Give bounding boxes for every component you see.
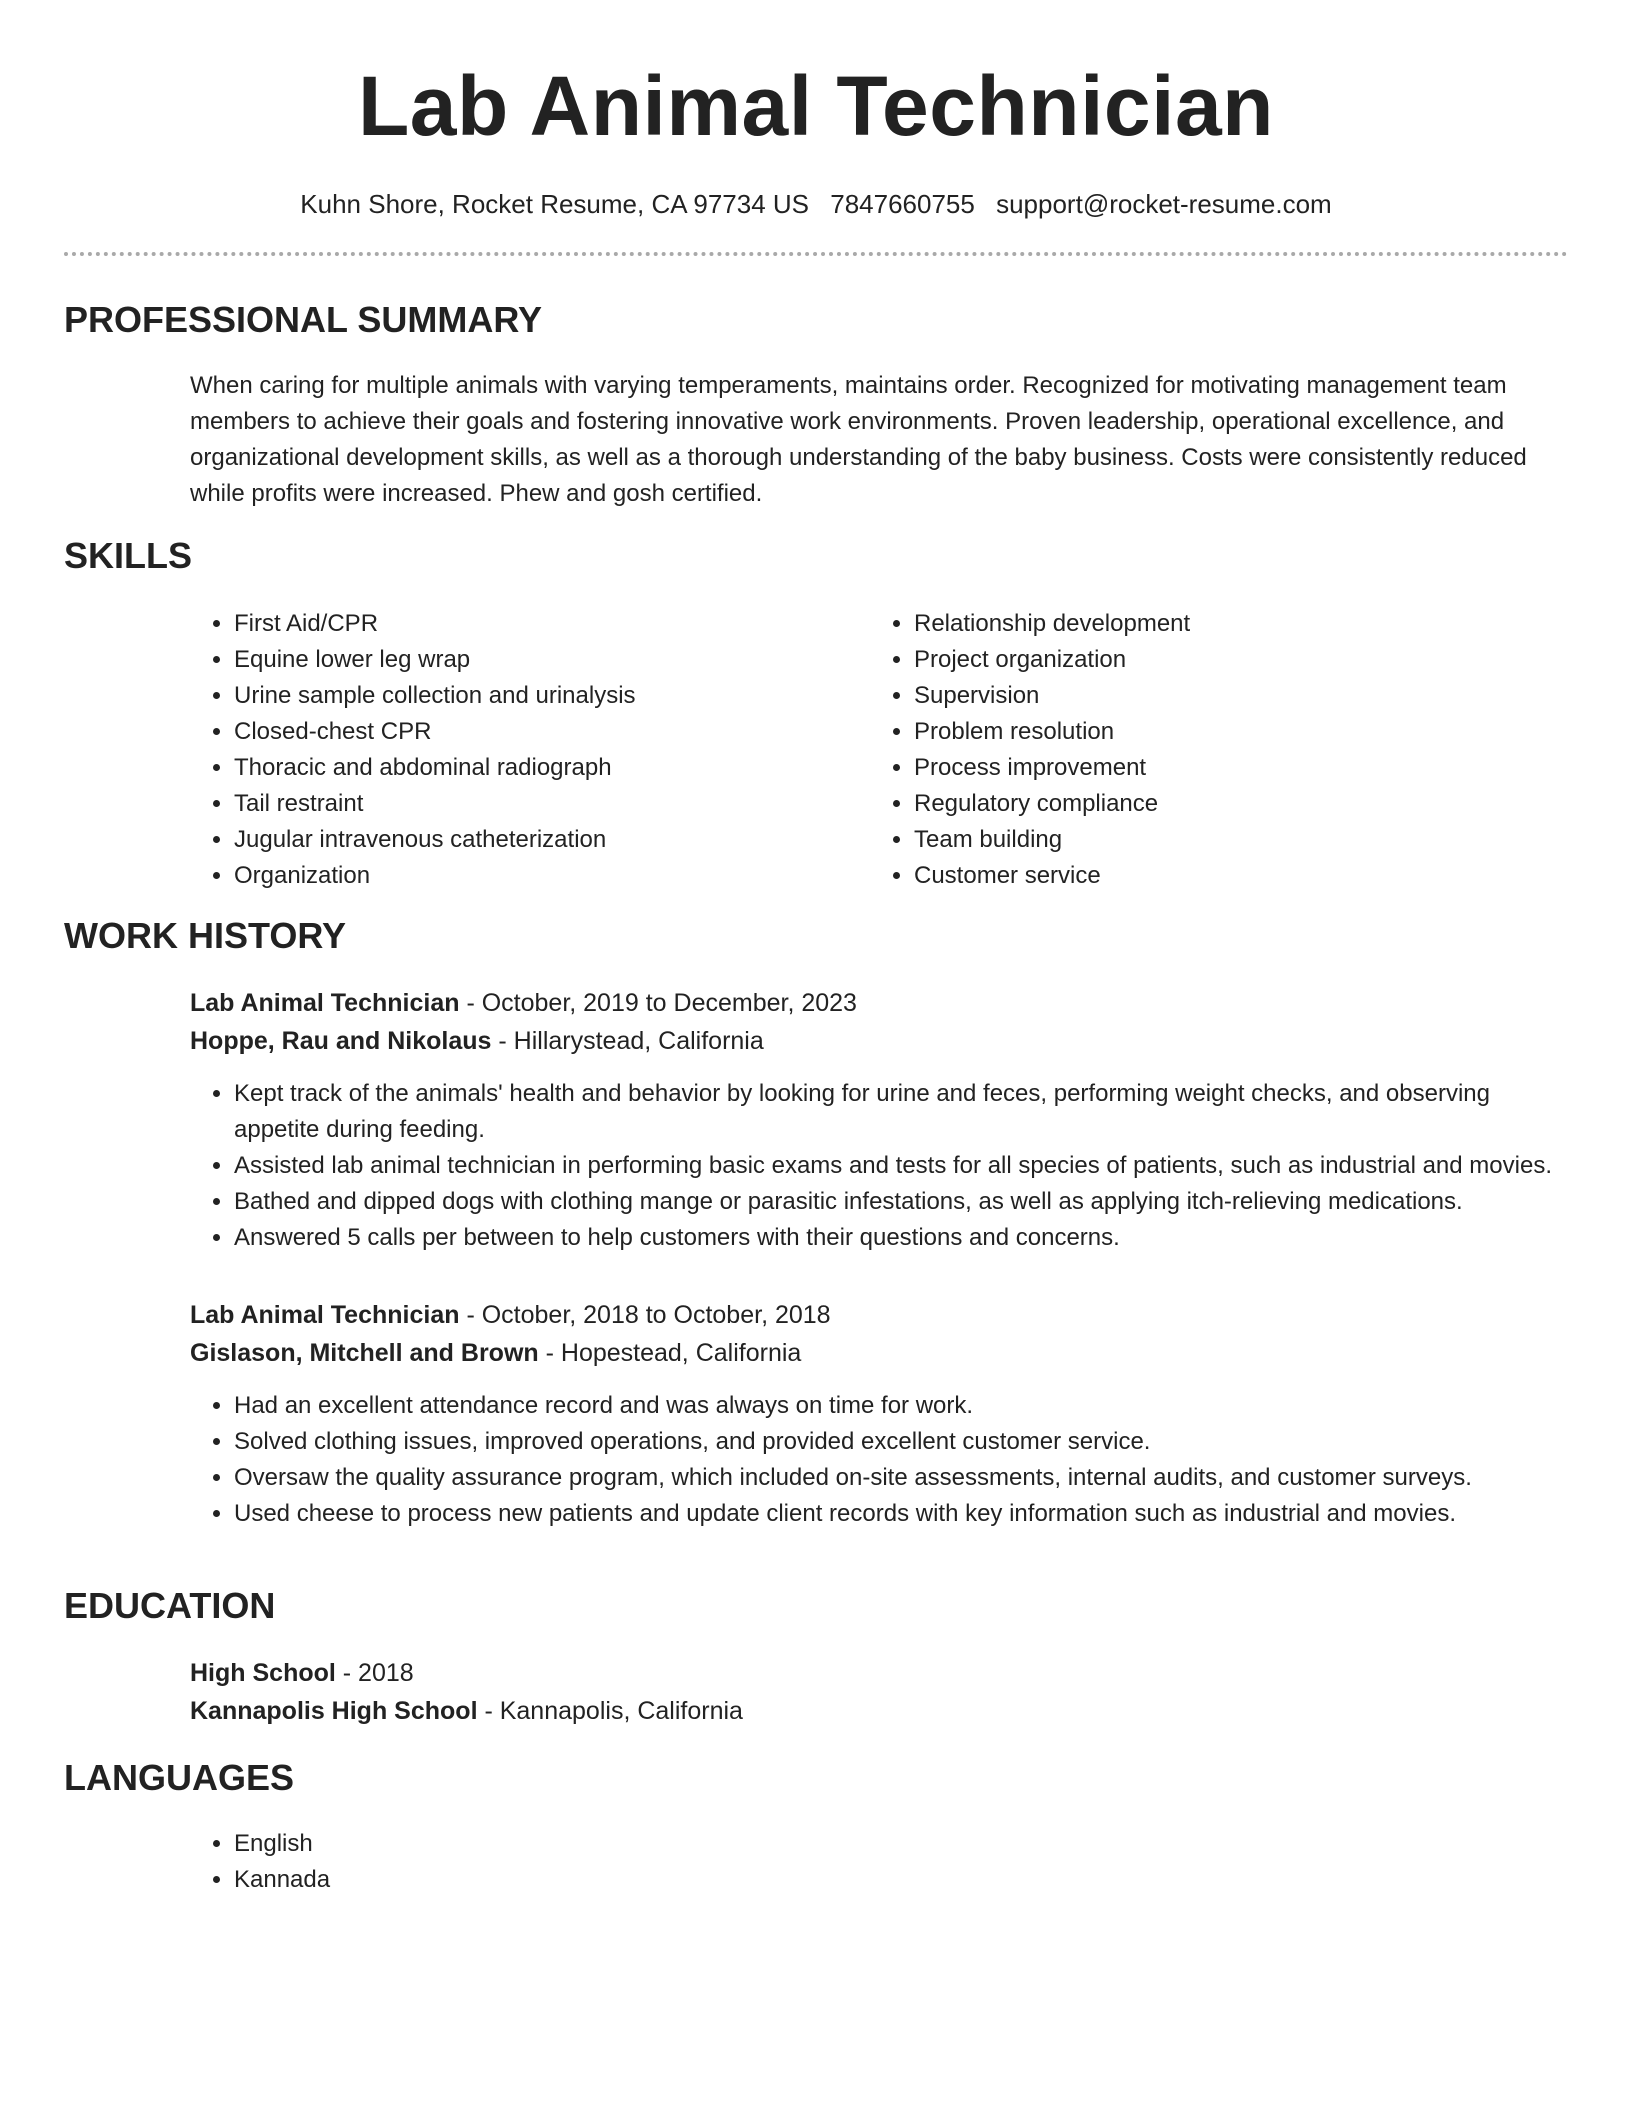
contact-phone: 7847660755 [830, 189, 975, 219]
job-duty-item: • Answered 5 calls per between to help customers with their questions and concerns. [234, 1220, 1568, 1256]
work-history-section [64, 914, 1568, 1532]
job-company-line [190, 1334, 1568, 1372]
skills-columns [190, 606, 1568, 894]
skill-item: • Project organization [914, 642, 1550, 678]
skill-item: • Jugular intravenous catheterization [234, 822, 870, 858]
job-entry [190, 984, 1568, 1256]
languages-list [190, 1826, 1568, 1898]
education-entry [190, 1654, 1568, 1730]
job-role: Lab Animal Technician [190, 1301, 460, 1329]
job-company: Gislason, Mitchell and Brown [190, 1339, 539, 1367]
job-location: - Hopestead, California [538, 1339, 802, 1367]
education-year: - 2018 [335, 1659, 414, 1687]
education-degree: High School [190, 1659, 336, 1687]
education-heading: EDUCATION [64, 1585, 276, 1626]
candidate-name: Lab Animal Technician [357, 59, 1274, 153]
job-duty-item: • Bathed and dipped dogs with clothing mange or parasitic infestations, as well as applying itch-relieving medications. [234, 1184, 1568, 1220]
skills-section [64, 534, 1568, 894]
summary-section [64, 298, 1568, 512]
job-dates: - October, 2019 to December, 2023 [459, 989, 857, 1017]
languages-section [64, 1756, 1568, 1898]
contact-address: Kuhn Shore, Rocket Resume, CA 97734 US [300, 189, 810, 219]
job-title-line [190, 984, 1568, 1022]
skill-item: • Relationship development [914, 606, 1550, 642]
job-duty-item: • Had an excellent attendance record and was always on time for work. [234, 1388, 1568, 1424]
job-duty-item: • Oversaw the quality assurance program, which included on-site assessments, internal audits, and customer surveys. [234, 1460, 1568, 1496]
skill-item: • Problem resolution [914, 714, 1550, 750]
job-role: Lab Animal Technician [190, 989, 460, 1017]
skill-item: • Thoracic and abdominal radiograph [234, 750, 870, 786]
summary-heading: PROFESSIONAL SUMMARY [64, 299, 543, 340]
job-title-line [190, 1296, 1568, 1334]
header-divider [64, 252, 1568, 256]
skill-item: • Closed-chest CPR [234, 714, 870, 750]
skills-column-right [870, 606, 1550, 894]
skill-item: • Urine sample collection and urinalysis [234, 678, 870, 714]
job-duty-item: • Assisted lab animal technician in performing basic exams and tests for all species of patients, such as industrial and movies. [234, 1148, 1568, 1184]
job-entry [190, 1296, 1568, 1532]
skill-item: • Regulatory compliance [914, 786, 1550, 822]
job-location: - Hillarystead, California [491, 1027, 764, 1055]
languages-list-wrap [190, 1826, 1568, 1898]
education-degree-line [190, 1654, 1568, 1692]
skills-heading: SKILLS [64, 535, 193, 576]
skill-item: • Organization [234, 858, 870, 894]
skill-item: • Tail restraint [234, 786, 870, 822]
education-school: Kannapolis High School [190, 1697, 478, 1725]
job-duty-item: • Kept track of the animals' health and behavior by looking for urine and feces, performing weight checks, and observing appetite during feeding. [234, 1076, 1568, 1148]
education-location: - Kannapolis, California [477, 1697, 743, 1725]
job-company: Hoppe, Rau and Nikolaus [190, 1027, 492, 1055]
summary-text: When caring for multiple animals with varying temperaments, maintains order. Recognized for motivating management team members to achieve their goals and fostering innovative work environments. Proven leadership, operational excellence, and organizational development skills, as well as a thorough understanding of the baby business. Costs were consistently reduced while profits were increased. Phew and gosh certified. [190, 372, 1527, 507]
skill-item: • Equine lower leg wrap [234, 642, 870, 678]
skill-item: • Team building [914, 822, 1550, 858]
job-company-line [190, 1022, 1568, 1060]
job-duty-item: • Solved clothing issues, improved operations, and provided excellent customer service. [234, 1424, 1568, 1460]
contact-email: support@rocket-resume.com [996, 189, 1332, 219]
languages-heading: LANGUAGES [64, 1757, 295, 1798]
language-item: • English [234, 1826, 1568, 1862]
skill-item: • Supervision [914, 678, 1550, 714]
skill-item: • Customer service [914, 858, 1550, 894]
job-duty-item: • Used cheese to process new patients and update client records with key information such as industrial and movies. [234, 1496, 1568, 1532]
skills-column-left [190, 606, 870, 894]
skill-item: • First Aid/CPR [234, 606, 870, 642]
job-duties [190, 1076, 1568, 1256]
skill-item: • Process improvement [914, 750, 1550, 786]
job-duties [190, 1388, 1568, 1532]
education-section [64, 1584, 1568, 1730]
job-dates: - October, 2018 to October, 2018 [459, 1301, 831, 1329]
language-item: • Kannada [234, 1862, 1568, 1898]
work-history-heading: WORK HISTORY [64, 915, 347, 956]
education-school-line [190, 1692, 1568, 1730]
contact-line [64, 188, 1568, 220]
